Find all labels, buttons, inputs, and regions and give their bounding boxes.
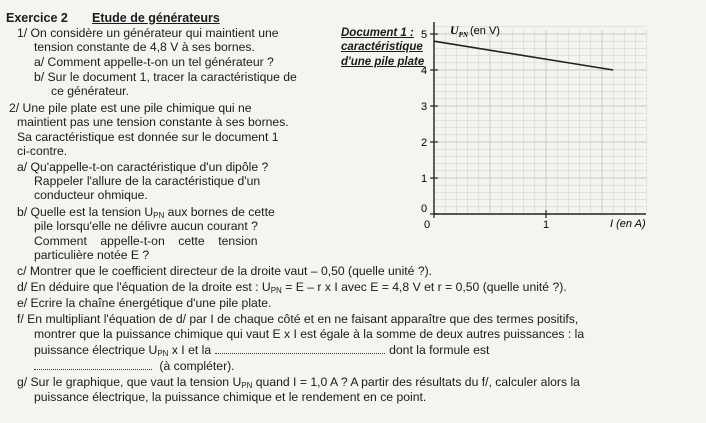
fill-in-blank — [215, 344, 385, 354]
q2c: c/ Montrer que le coefficient directeur de la droite vaut – 0,50 (quelle unité ?). — [17, 264, 433, 278]
q2a-line1: a/ Qu'appelle-t-on caractéristique d'un dipôle ? — [17, 160, 269, 174]
y-axis-label — [450, 23, 469, 39]
q2b-line4: particulière notée E ? — [34, 248, 150, 262]
x-tick-label: 1 — [543, 219, 550, 231]
q2f-text-post: dont la formule est — [389, 343, 490, 357]
q2f-text-mid: x I et la — [168, 343, 212, 357]
y-tick-label: 0 — [421, 203, 428, 215]
q2f-complete-note: (à compléter). — [159, 359, 235, 373]
characteristic-chart — [420, 16, 660, 238]
y-tick-label: 2 — [421, 137, 428, 149]
q2f-line1: f/ En multipliant l'équation de d/ par I de chaque côté et en ne faisant apparaître que des termes positifs, — [17, 312, 579, 326]
q1-intro-line2: tension constante de 4,8 V à ses bornes. — [34, 40, 255, 54]
upn-subscript: PN — [153, 211, 165, 220]
exercise-subject: Etude de générateurs — [92, 11, 220, 25]
q2a-line3: conducteur ohmique. — [34, 188, 148, 202]
q2g-line2: puissance électrique, la puissance chimique et le rendement en ce point. — [34, 390, 427, 404]
q2-intro-line2: maintient pas une tension constante à ses bornes. — [17, 115, 289, 129]
y-axis-unit: (en V) — [470, 25, 500, 37]
q1-intro-line1: 1/ On considère un générateur qui maintient une — [17, 26, 279, 40]
y-axis-label-sub: PN — [458, 31, 469, 39]
q2e: e/ Ecrire la chaîne énergétique d'une pile plate. — [17, 296, 272, 310]
q1b-line1: b/ Sur le document 1, tracer la caractéristique de — [34, 70, 297, 84]
q2d-text-post: = E – r x I avec E = 4,8 V et r = 0,50 (quelle unité ?). — [281, 280, 567, 294]
q2g-text-post: quand I = 1,0 A ? A partir des résultats du f/, calculer alors la — [252, 375, 580, 389]
upn-subscript: PN — [270, 286, 282, 295]
document1-label-line3: d'une pile plate — [341, 56, 425, 68]
q2-intro-line4: ci-contre. — [17, 144, 68, 158]
document1-label-line2: caractéristique — [341, 41, 423, 53]
q2-intro-line1: 2/ Une pile plate est une pile chimique qui ne — [9, 101, 252, 115]
q2g-text-pre: g/ Sur le graphique, que vaut la tension U — [17, 375, 242, 389]
chart-grid — [434, 27, 647, 214]
q2b-line3: Comment appelle-t-on cette tension — [34, 234, 258, 248]
q2b-line2: pile lorsqu'elle ne délivre aucun courant ? — [34, 219, 258, 233]
x-axis-label: I (en A) — [610, 218, 646, 230]
x-tick-label: 0 — [424, 219, 431, 231]
y-tick-label: 1 — [421, 173, 428, 185]
document1-label-line1: Document 1 : — [341, 27, 414, 39]
q2d-text-pre: d/ En déduire que l'équation de la droite est : U — [17, 280, 271, 294]
q2b-text-post: aux bornes de cette — [164, 205, 275, 219]
q1b-line2: ce générateur. — [51, 84, 129, 98]
fill-in-blank — [34, 360, 152, 370]
q2f-line2: montrer que la puissance chimique qui vaut E x I est égale à la somme de deux autres puissances : la — [34, 327, 585, 341]
y-tick-label: 4 — [421, 65, 428, 77]
q2b-text-pre: b/ Quelle est la tension U — [17, 205, 154, 219]
upn-subscript: PN — [241, 381, 253, 390]
y-tick-label: 5 — [421, 29, 428, 41]
upn-subscript: PN — [157, 349, 169, 358]
q2-intro-line3: Sa caractéristique est donnée sur le document 1 — [17, 130, 279, 144]
q1a: a/ Comment appelle-t-on un tel générateur ? — [34, 55, 274, 69]
exercise-number: Exercice 2 — [6, 11, 68, 25]
y-axis-label-main: U — [450, 23, 459, 37]
q2a-line2: Rappeler l'allure de la caractéristique d'un — [34, 174, 261, 188]
y-tick-label: 3 — [421, 101, 428, 113]
q2f-text-pre: puissance électrique U — [34, 343, 158, 357]
q2f-line4 — [34, 359, 235, 373]
